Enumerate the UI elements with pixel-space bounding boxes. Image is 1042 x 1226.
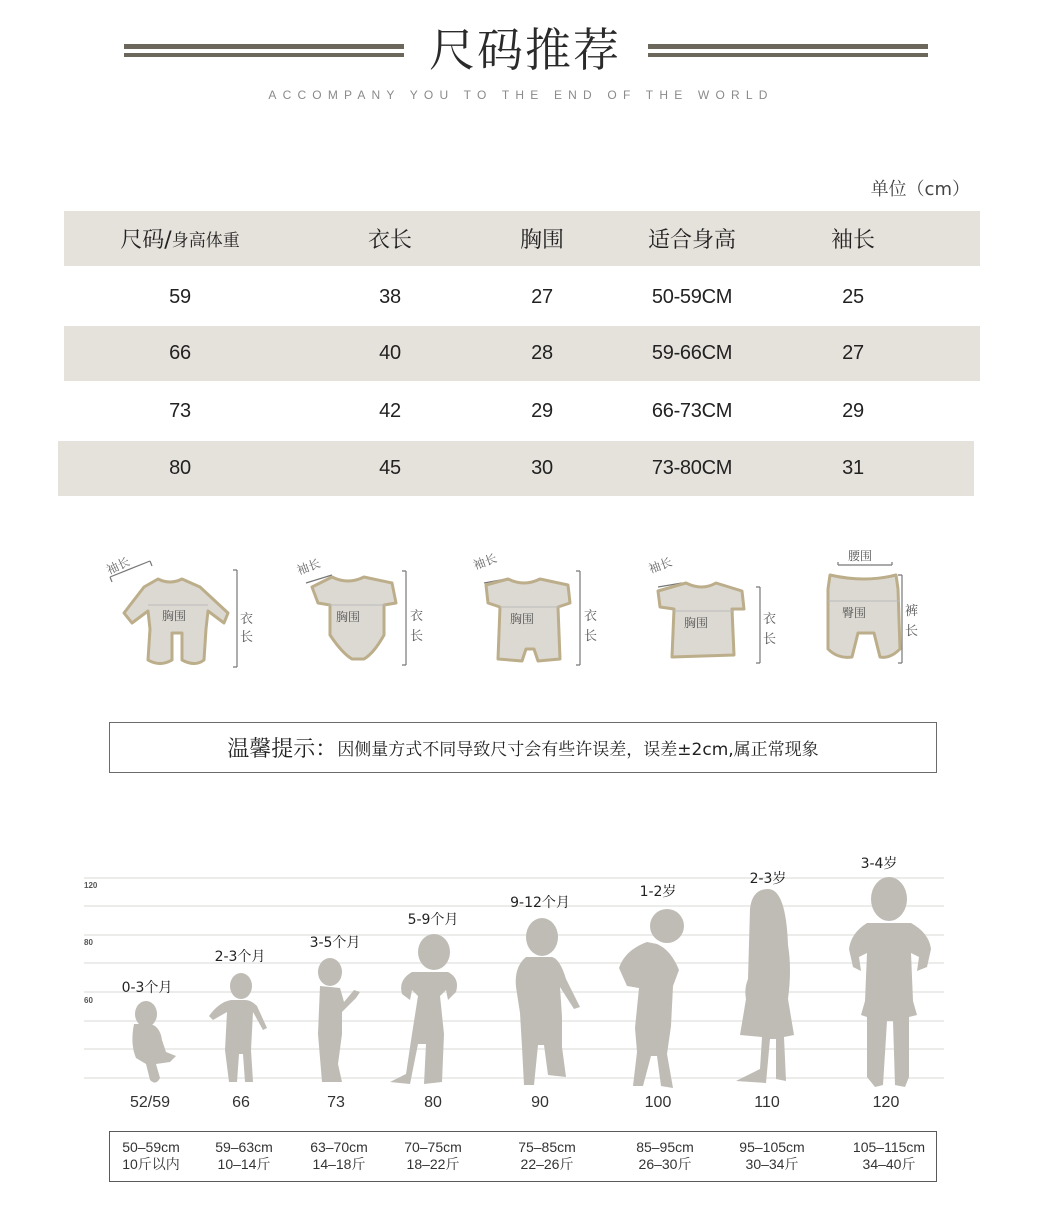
range-cm: 75–85cm: [518, 1139, 576, 1155]
age-label: 2-3岁: [749, 871, 787, 887]
child-silhouette-icon: [617, 906, 689, 1090]
tip-label: 温馨提示：: [227, 737, 338, 762]
title-decor-line-left: [124, 44, 404, 58]
footed-romper-illustration: [100, 545, 260, 675]
child-silhouette-icon: [847, 877, 933, 1091]
size-label: 80: [424, 1094, 442, 1111]
range-weight: 26–30斤: [638, 1156, 692, 1172]
cell-chest: 28: [531, 342, 553, 364]
cell-sleeve: 25: [842, 286, 864, 308]
svg-text:裤: 裤: [905, 604, 919, 619]
page-subtitle: ACCOMPANY YOU TO THE END OF THE WORLD: [268, 88, 774, 102]
age-label: 2-3个月: [214, 949, 266, 965]
size-label: 73: [327, 1094, 345, 1111]
cell-sleeve: 29: [842, 400, 864, 422]
table-row: [64, 326, 980, 381]
svg-text:长: 长: [905, 624, 919, 639]
table-header-row: [64, 211, 980, 266]
range-cm: 105–115cm: [852, 1139, 926, 1155]
title-decor-line-right: [648, 44, 928, 58]
header-length: 衣长: [367, 228, 412, 253]
table-row: [64, 270, 980, 325]
range-weight: 18–22斤: [406, 1156, 460, 1172]
cell-length: 40: [379, 342, 401, 364]
cell-size: 73: [169, 400, 191, 422]
page-title: 尺码推荐: [429, 23, 621, 77]
svg-text:胸围: 胸围: [336, 610, 361, 624]
axis-label-60: 60: [84, 996, 93, 1005]
header-sleeve: 袖长: [830, 228, 875, 253]
range-item: [717, 1139, 827, 1173]
age-label: 5-9个月: [407, 912, 459, 928]
svg-text:袖长: 袖长: [646, 554, 675, 577]
range-weight: 30–34斤: [745, 1156, 799, 1172]
cell-size: 80: [169, 457, 191, 479]
header-size-main: 尺码/: [120, 228, 172, 253]
svg-text:衣: 衣: [240, 612, 254, 627]
table-row: [58, 441, 974, 496]
bodysuit-illustration: [288, 545, 438, 675]
svg-text:袖长: 袖长: [295, 556, 323, 578]
size-label: 52/59: [129, 1094, 171, 1111]
cell-size: 66: [169, 342, 191, 364]
tip-text: 因侧量方式不同导致尺寸会有些许误差，误差±2cm,属正常现象: [337, 740, 819, 760]
size-label: 100: [644, 1094, 672, 1111]
cell-height: 50-59CM: [651, 286, 733, 308]
tshirt-illustration: [636, 545, 786, 675]
svg-text:衣: 衣: [584, 609, 598, 624]
range-item: [378, 1139, 488, 1173]
svg-text:长: 长: [584, 629, 598, 644]
header-height: 适合身高: [647, 228, 736, 253]
size-label: 120: [872, 1094, 900, 1111]
age-label: 9-12个月: [510, 895, 570, 911]
svg-text:胸围: 胸围: [510, 612, 535, 626]
cell-height: 66-73CM: [651, 400, 733, 422]
age-label: 3-5个月: [309, 935, 361, 951]
cell-length: 38: [379, 286, 401, 308]
size-label: 66: [232, 1094, 250, 1111]
cell-length: 42: [379, 400, 401, 422]
svg-text:腰围: 腰围: [848, 549, 873, 563]
cell-length: 45: [379, 457, 401, 479]
child-silhouette-icon: [732, 889, 800, 1087]
range-item: [189, 1139, 299, 1173]
cell-sleeve: 31: [842, 457, 864, 479]
svg-text:袖长: 袖长: [471, 551, 499, 573]
short-romper-illustration: [462, 545, 612, 675]
svg-text:衣: 衣: [763, 612, 777, 627]
cell-chest: 27: [531, 286, 553, 308]
size-label: 90: [531, 1094, 549, 1111]
svg-text:胸围: 胸围: [162, 609, 187, 623]
range-cm: 70–75cm: [404, 1139, 462, 1155]
child-silhouette-icon: [512, 917, 586, 1087]
svg-text:袖长: 袖长: [104, 554, 133, 578]
header-size: [64, 211, 296, 266]
axis-label-120: 120: [84, 881, 98, 890]
cell-height: 59-66CM: [651, 342, 733, 364]
range-weight: 34–40斤: [862, 1156, 916, 1172]
range-item: [492, 1139, 602, 1173]
range-weight: 10斤以内: [122, 1156, 180, 1172]
child-silhouette-icon: [205, 972, 275, 1084]
height-weight-range-box: [109, 1131, 937, 1182]
cell-height: 73-80CM: [651, 457, 733, 479]
range-item: [610, 1139, 720, 1173]
range-cm: 50–59cm: [122, 1139, 180, 1155]
child-silhouette-icon: [312, 956, 368, 1084]
size-label: 110: [754, 1094, 780, 1111]
unit-label: 单位（cm）: [870, 179, 970, 200]
cell-size: 59: [169, 286, 191, 308]
header-chest: 胸围: [519, 228, 564, 253]
range-cm: 95–105cm: [739, 1139, 805, 1155]
range-item: [834, 1139, 944, 1173]
svg-text:臀围: 臀围: [842, 606, 867, 620]
range-weight: 22–26斤: [520, 1156, 574, 1172]
age-label: 0-3个月: [121, 980, 173, 996]
measurement-tip: [109, 722, 937, 773]
table-row: [64, 384, 980, 439]
axis-label-80: 80: [84, 938, 93, 947]
svg-text:长: 长: [410, 629, 424, 644]
range-cm: 59–63cm: [215, 1139, 273, 1155]
range-cm: 85–95cm: [636, 1139, 694, 1155]
cell-chest: 29: [531, 400, 553, 422]
cell-chest: 30: [531, 457, 553, 479]
child-silhouette-icon: [122, 1000, 182, 1088]
header-size-small: 身高体重: [171, 231, 240, 251]
range-cm: 63–70cm: [310, 1139, 368, 1155]
pants-illustration: [810, 545, 930, 675]
range-weight: 10–14斤: [217, 1156, 271, 1172]
svg-text:长: 长: [763, 632, 777, 647]
range-weight: 14–18斤: [312, 1156, 366, 1172]
age-label: 1-2岁: [639, 884, 677, 900]
svg-text:衣: 衣: [410, 609, 424, 624]
svg-text:长: 长: [240, 630, 254, 645]
svg-text:胸围: 胸围: [684, 616, 709, 630]
child-silhouette-icon: [388, 934, 474, 1086]
cell-sleeve: 27: [842, 342, 864, 364]
age-label: 3-4岁: [860, 856, 898, 872]
